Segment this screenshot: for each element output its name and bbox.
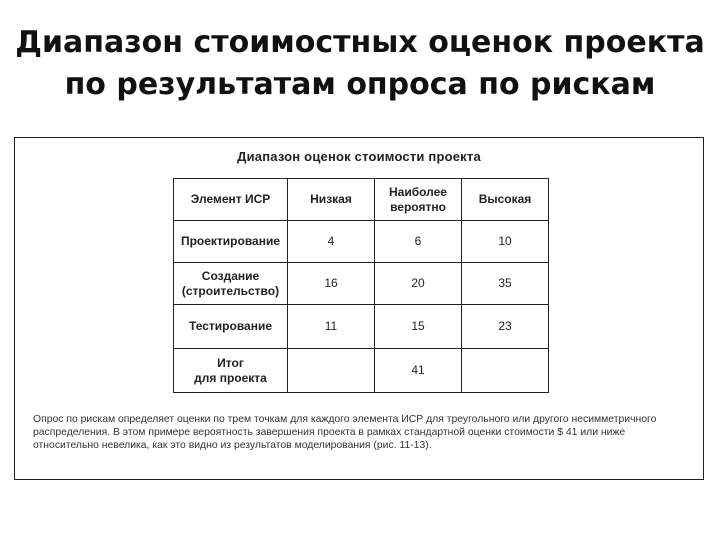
table-total-row	[174, 349, 549, 393]
total-label-line-1: Итог	[217, 355, 244, 370]
header-most-likely-line-1: Наиболее	[389, 184, 447, 199]
cell-low: 4	[288, 221, 375, 263]
figure-caption: Опрос по рискам определяет оценки по трем точкам для каждого элемента ИСР для треугольного или другого несимметричного распределения. В этом примере вероятность завершения проекта в рамках стандартной оценки стоимости $ 41 или ниже относительно невелика, как это видно из результатов моделирования (рис. 11-13).	[33, 414, 657, 451]
cell-high: 35	[462, 263, 549, 305]
header-most-likely	[375, 179, 462, 221]
cell-high: 23	[462, 305, 549, 349]
slide-title	[0, 22, 720, 106]
row-name-line-1: Тестирование	[188, 319, 273, 333]
total-label	[174, 349, 288, 393]
total-label-line-2: для проекта	[194, 370, 267, 385]
cell-most-likely: 20	[375, 263, 462, 305]
header-high: Высокая	[462, 179, 549, 221]
total-low	[288, 349, 375, 393]
table-header-row	[174, 179, 549, 221]
row-name-line-2: (строительство)	[181, 283, 280, 298]
table-row	[174, 221, 549, 263]
cell-low: 11	[288, 305, 375, 349]
cell-most-likely: 6	[375, 221, 462, 263]
row-name-line-1: Создание	[201, 268, 260, 283]
row-name	[174, 305, 288, 349]
table-row	[174, 263, 549, 305]
cell-low: 16	[288, 263, 375, 305]
header-element: Элемент ИСР	[174, 179, 288, 221]
total-high	[462, 349, 549, 393]
cell-most-likely: 15	[375, 305, 462, 349]
header-most-likely-line-2: вероятно	[390, 199, 446, 214]
table-row	[174, 305, 549, 349]
row-name-line-1: Проектирование	[180, 234, 281, 248]
row-name	[174, 221, 288, 263]
total-most-likely: 41	[375, 349, 462, 393]
row-name	[174, 263, 288, 305]
cell-high: 10	[462, 221, 549, 263]
header-low: Низкая	[288, 179, 375, 221]
figure-frame	[14, 137, 704, 480]
slide-title-line-2: по результатам опроса по рискам	[64, 67, 656, 102]
figure-title: Диапазон оценок стоимости проекта	[237, 149, 481, 164]
slide-title-line-1: Диапазон стоимостных оценок проекта	[15, 25, 705, 60]
cost-estimates-table	[173, 178, 549, 393]
